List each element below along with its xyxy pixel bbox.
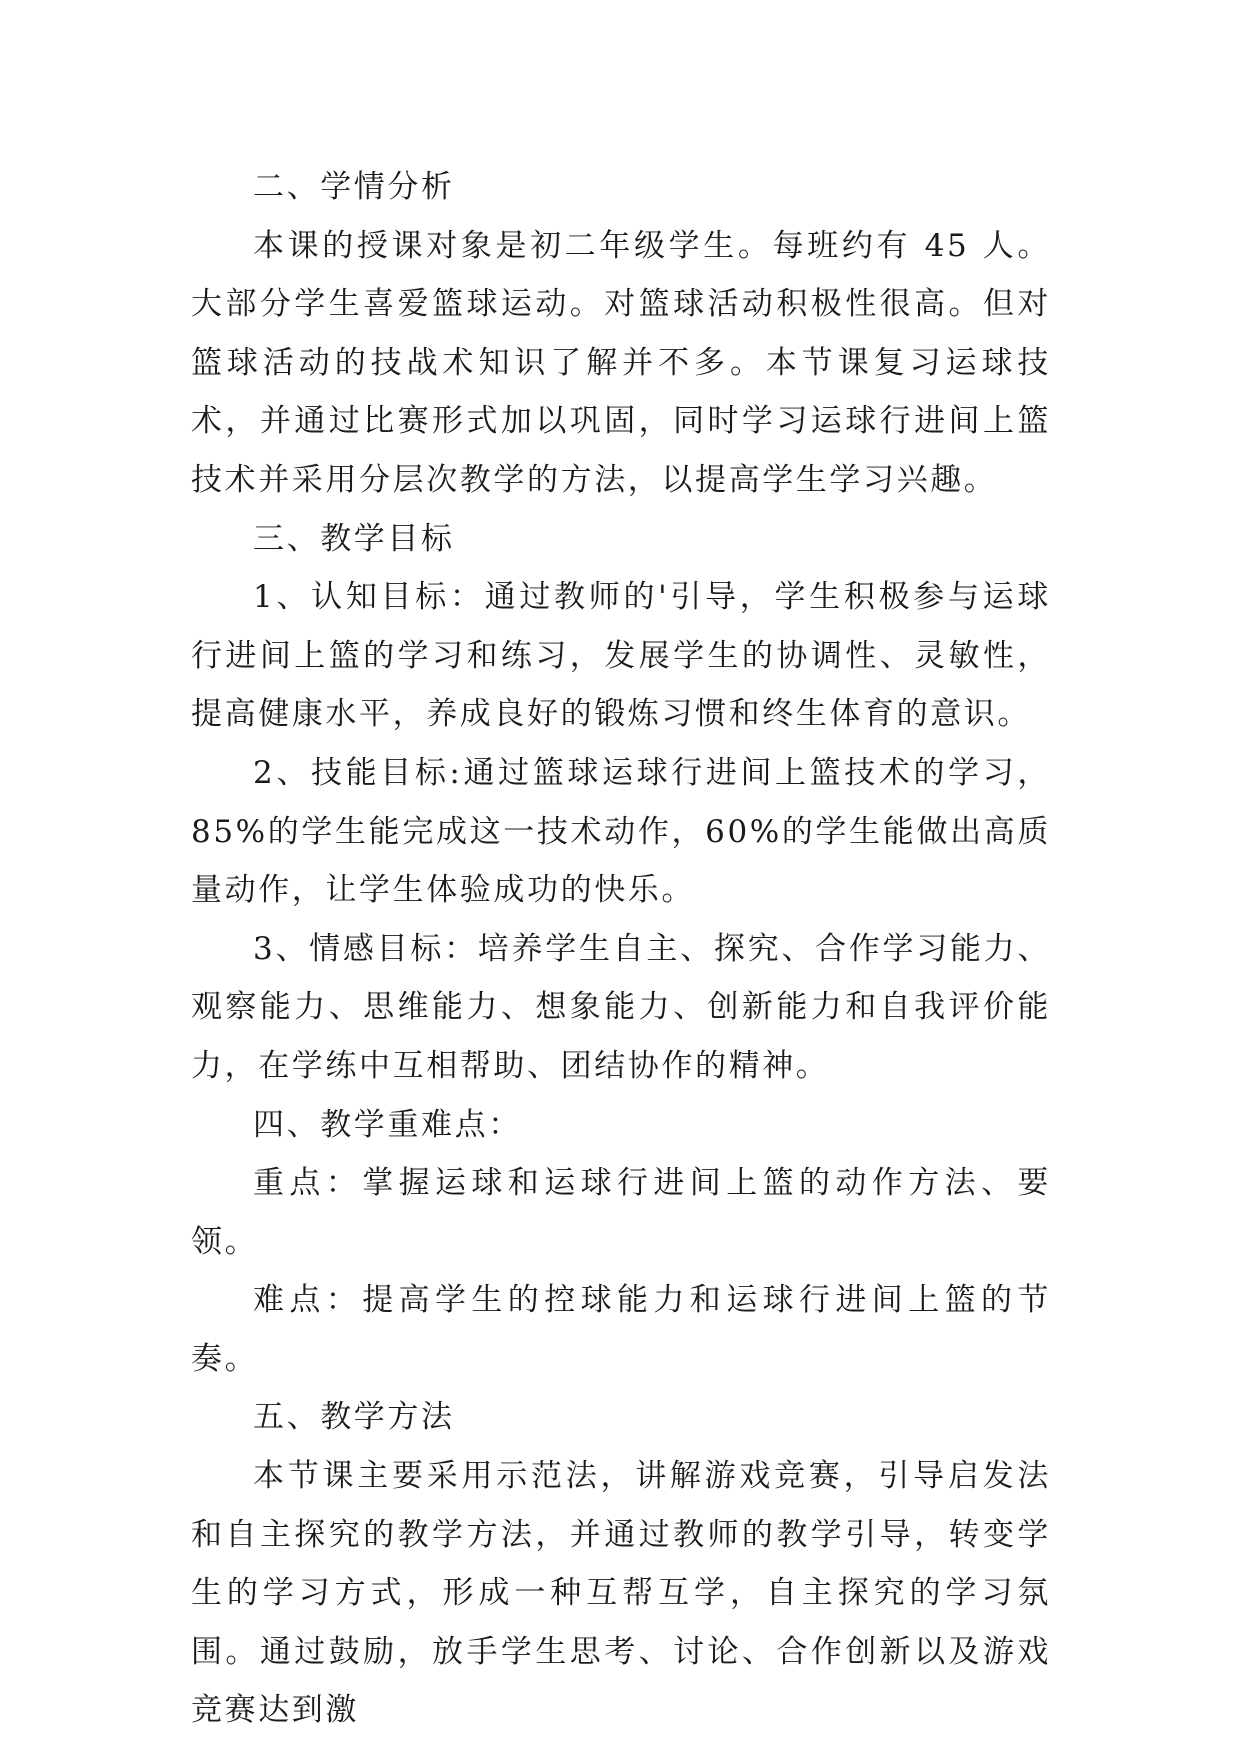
paragraph-teaching-methods: 本节课主要采用示范法，讲解游戏竞赛，引导启发法和自主探究的教学方法，并通过教师的教学引导，转变学生的学习方式，形成一种互帮互学，自主探究的学习氛围。通过鼓励，放手学生思考、讨论、合作创新以及游戏竞赛达到激 — [191, 1458, 1051, 1729]
section-heading-teaching-methods: 五、教学方法 — [253, 1399, 455, 1436]
paragraph-skill-objective: 2、技能目标:通过篮球运球行进间上篮技术的学习，85%的学生能完成这一技术动作，60%的学生能做出高质量动作，让学生体验成功的快乐。 — [191, 754, 1051, 909]
paragraph-learner-analysis: 本课的授课对象是初二年级学生。每班约有 45 人。大部分学生喜爱篮球运动。对篮球活动积极性很高。但对篮球活动的技战术知识了解并不多。本节课复习运球技术，并通过比赛形式加以巩固，同时学习运球行进间上篮技术并采用分层次教学的方法，以提高学生学习兴趣。 — [191, 227, 1051, 498]
paragraph-key-point: 重点：掌握运球和运球行进间上篮的动作方法、要领。 — [191, 1165, 1051, 1260]
paragraph-emotional-objective: 3、情感目标：培养学生自主、探究、合作学习能力、观察能力、思维能力、想象能力、创新能力和自我评价能力，在学练中互相帮助、团结协作的精神。 — [191, 930, 1051, 1084]
document-body — [191, 158, 1051, 1740]
paragraph-cognitive-objective: 1、认知目标：通过教师的'引导，学生积极参与运球行进间上篮的学习和练习，发展学生的协调性、灵敏性，提高健康水平，养成良好的锻炼习惯和终生体育的意识。 — [191, 579, 1051, 733]
section-heading-learner-analysis: 二、学情分析 — [253, 169, 455, 205]
section-heading-key-points: 四、教学重难点： — [253, 1106, 522, 1143]
section-heading-teaching-objectives: 三、教学目标 — [253, 520, 455, 557]
paragraph-difficult-point: 难点：提高学生的控球能力和运球行进间上篮的节奏。 — [191, 1282, 1051, 1377]
